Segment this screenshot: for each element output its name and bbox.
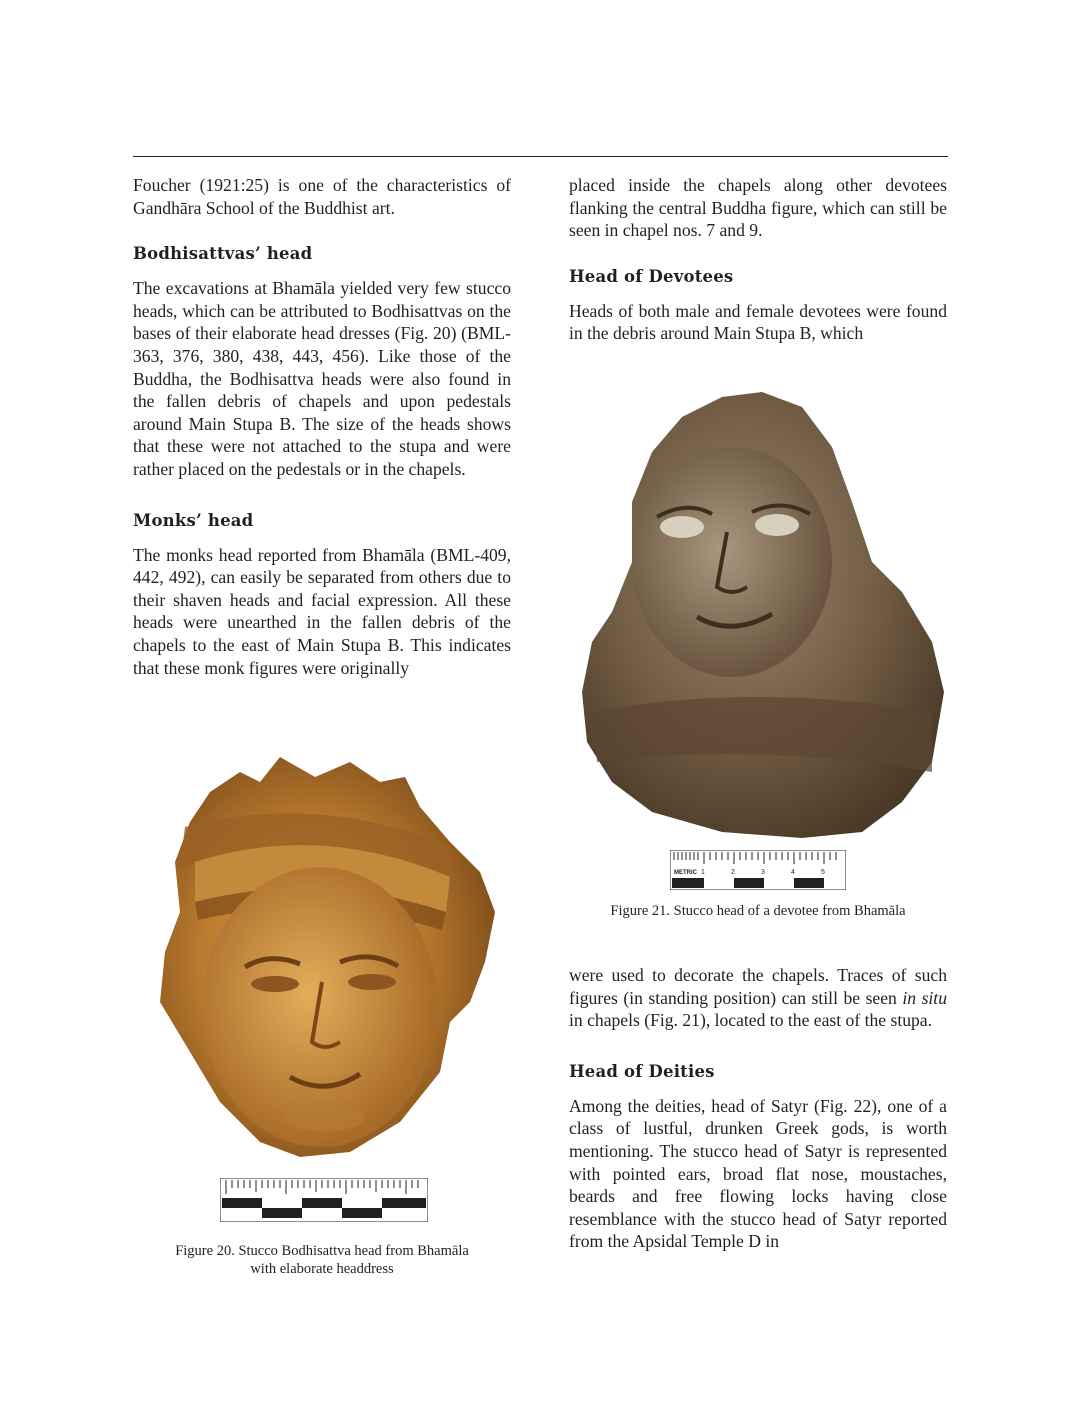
scale-number-4: 4: [791, 869, 795, 876]
figure-21-scale-bar: [670, 850, 846, 890]
figure-20-caption-line-1: Figure 20. Stucco Bodhisattva head from Bhamāla: [175, 1243, 469, 1259]
chapels-text-a: were used to decorate the chapels. Traces of such figures (in standing position) can still be seen: [569, 965, 947, 1008]
figure-20-photo: [150, 752, 500, 1160]
devotees-heading: Head of Devotees: [569, 266, 734, 286]
figure-20-scale-bar: [220, 1178, 428, 1222]
right-column-top: [569, 174, 947, 345]
left-column: [133, 174, 511, 679]
chapels-text-b: in chapels (Fig. 21), located to the east of the stupa.: [569, 1010, 933, 1031]
scale-number-3: 3: [761, 869, 765, 876]
deities-paragraph: Among the deities, head of Satyr (Fig. 22), one of a class of lustful, drunken Greek gods, is worth mentioning. The stucco head of Satyr is represented with pointed ears, broad flat nose, moustaches, beards and free flowing locks having close resemblance with the stucco head of Satyr reported from the Apsidal Temple D in: [569, 1095, 947, 1252]
header-rule: [133, 156, 948, 157]
intro-paragraph: Foucher (1921:25) is one of the characteristics of Gandhāra School of the Buddhist art.: [133, 175, 511, 218]
chapels-text-italic: in situ: [902, 987, 947, 1008]
bodhisattvas-paragraph: The excavations at Bhamāla yielded very few stucco heads, which can be attributed to Bodhisattvas on the bases of their elaborate head dresses (Fig. 20) (BML-363, 376, 380, 438, 443, 456). Like those of the Buddha, the Bodhisattva heads were also found in the fallen debris of chapels and upon pedestals around Main Stupa B. The size of the heads shows that these were not attached to the stupa and were rather placed on the pedestals or in the chapels.: [133, 278, 511, 479]
bodhisattvas-heading: Bodhisattvas’ head: [133, 244, 313, 264]
chapels-paragraph: [569, 964, 947, 1032]
scale-number-1: 1: [701, 869, 705, 876]
monks-heading: Monks’ head: [133, 510, 254, 530]
monks-paragraph: The monks head reported from Bhamāla (BML-409, 442, 492), can easily be separated from others due to their shaven heads and facial expression. All these heads were unearthed in the fallen debris of the chapels to the east of Main Stupa B. This indicates that these monk figures were originally: [133, 544, 511, 678]
right-column-bottom: [569, 964, 947, 1253]
scale-number-2: 2: [731, 869, 735, 876]
deities-heading: Head of Deities: [569, 1061, 715, 1081]
figure-21-caption: Figure 21. Stucco head of a devotee from Bhamāla: [610, 903, 906, 919]
scale-metric-label: METRIC: [674, 870, 697, 876]
continuation-paragraph: placed inside the chapels along other devotees flanking the central Buddha figure, which can still be seen in chapel nos. 7 and 9.: [569, 175, 947, 241]
figure-20-caption: [133, 1242, 511, 1278]
devotees-paragraph: Heads of both male and female devotees were found in the debris around Main Stupa B, which: [569, 300, 947, 344]
figure-21-photo: [572, 392, 948, 840]
scale-number-5: 5: [821, 869, 825, 876]
figure-20-caption-line-2: with elaborate headdress: [250, 1261, 394, 1277]
